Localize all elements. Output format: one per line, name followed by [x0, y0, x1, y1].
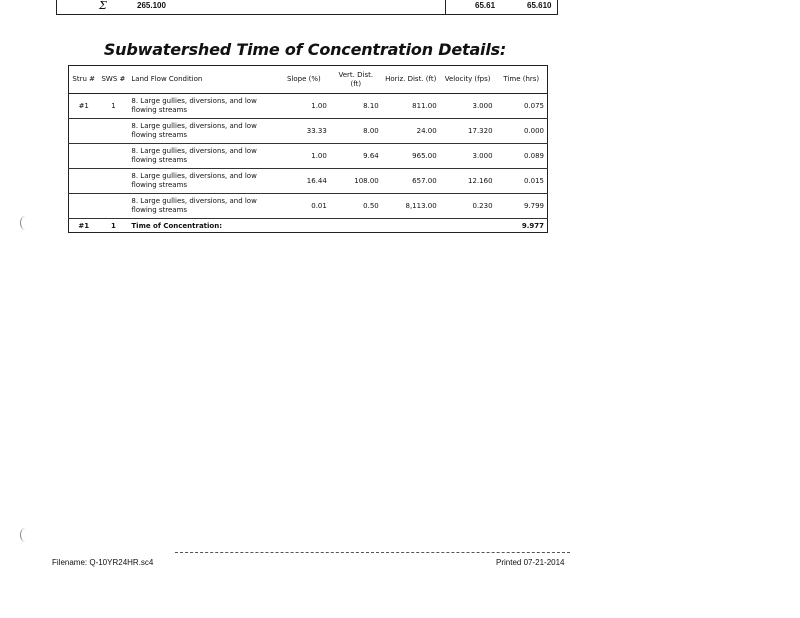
cell-struc: #1	[69, 94, 99, 119]
cell-horiz-dist: 811.00	[382, 94, 440, 119]
cell-struc	[69, 144, 99, 169]
cell-slope: 16.44	[278, 169, 330, 194]
cell-sws	[98, 144, 128, 169]
table-row	[69, 119, 548, 144]
summary-value-a: 65.61	[475, 1, 496, 10]
total-time: 9.977	[496, 219, 548, 233]
total-label: Time of Concentration:	[128, 219, 495, 233]
sigma-symbol: Σ	[99, 0, 107, 12]
punch-hole-mark	[20, 528, 31, 542]
cell-sws	[98, 194, 128, 219]
total-sws: 1	[98, 219, 128, 233]
cell-vert-dist: 9.64	[330, 144, 382, 169]
cell-sws: 1	[98, 94, 128, 119]
total-row	[69, 219, 548, 233]
summary-divider	[445, 0, 446, 14]
cell-horiz-dist: 8,113.00	[382, 194, 440, 219]
header-time: Time (hrs)	[496, 66, 548, 94]
time-of-concentration-table	[68, 65, 548, 233]
cell-slope: 33.33	[278, 119, 330, 144]
cell-time: 0.015	[496, 169, 548, 194]
summary-total: 265.100	[137, 1, 166, 10]
punch-hole-mark	[20, 216, 31, 230]
header-condition: Land Flow Condition	[128, 66, 278, 94]
cell-slope: 1.00	[278, 144, 330, 169]
table-row	[69, 169, 548, 194]
cell-condition: 8. Large gullies, diversions, and low flowing streams	[128, 169, 278, 194]
cell-condition: 8. Large gullies, diversions, and low flowing streams	[128, 194, 278, 219]
cell-condition: 8. Large gullies, diversions, and low flowing streams	[128, 144, 278, 169]
header-struc: Stru #	[69, 66, 99, 94]
cell-condition: 8. Large gullies, diversions, and low flowing streams	[128, 119, 278, 144]
table-row	[69, 94, 548, 119]
footer-printed-date: Printed 07-21-2014	[496, 558, 565, 567]
footer-filename: Filename: Q-10YR24HR.sc4	[52, 558, 154, 567]
cell-time: 0.000	[496, 119, 548, 144]
cell-vert-dist: 8.00	[330, 119, 382, 144]
cell-time: 9.799	[496, 194, 548, 219]
cell-sws	[98, 169, 128, 194]
cell-horiz-dist: 657.00	[382, 169, 440, 194]
section-title: Subwatershed Time of Concentration Details:	[103, 40, 507, 59]
table-row	[69, 144, 548, 169]
cell-struc	[69, 119, 99, 144]
cell-horiz-dist: 24.00	[382, 119, 440, 144]
header-row	[69, 66, 548, 94]
cell-slope: 0.01	[278, 194, 330, 219]
total-struc: #1	[69, 219, 99, 233]
header-vert-dist: Vert. Dist. (ft)	[330, 66, 382, 94]
header-slope: Slope (%)	[278, 66, 330, 94]
cell-velocity: 0.230	[440, 194, 496, 219]
cell-time: 0.089	[496, 144, 548, 169]
table-row	[69, 194, 548, 219]
summary-table-fragment	[56, 0, 558, 15]
header-sws: SWS #	[98, 66, 128, 94]
cell-slope: 1.00	[278, 94, 330, 119]
cell-velocity: 3.000	[440, 144, 496, 169]
summary-value-b: 65.610	[527, 1, 552, 10]
cell-velocity: 17.320	[440, 119, 496, 144]
footer-rule	[175, 552, 570, 553]
cell-vert-dist: 0.50	[330, 194, 382, 219]
header-horiz-dist: Horiz. Dist. (ft)	[382, 66, 440, 94]
cell-sws	[98, 119, 128, 144]
cell-struc	[69, 194, 99, 219]
cell-vert-dist: 108.00	[330, 169, 382, 194]
cell-velocity: 12.160	[440, 169, 496, 194]
cell-condition: 8. Large gullies, diversions, and low flowing streams	[128, 94, 278, 119]
cell-horiz-dist: 965.00	[382, 144, 440, 169]
cell-velocity: 3.000	[440, 94, 496, 119]
cell-time: 0.075	[496, 94, 548, 119]
cell-vert-dist: 8.10	[330, 94, 382, 119]
cell-struc	[69, 169, 99, 194]
header-velocity: Velocity (fps)	[440, 66, 496, 94]
